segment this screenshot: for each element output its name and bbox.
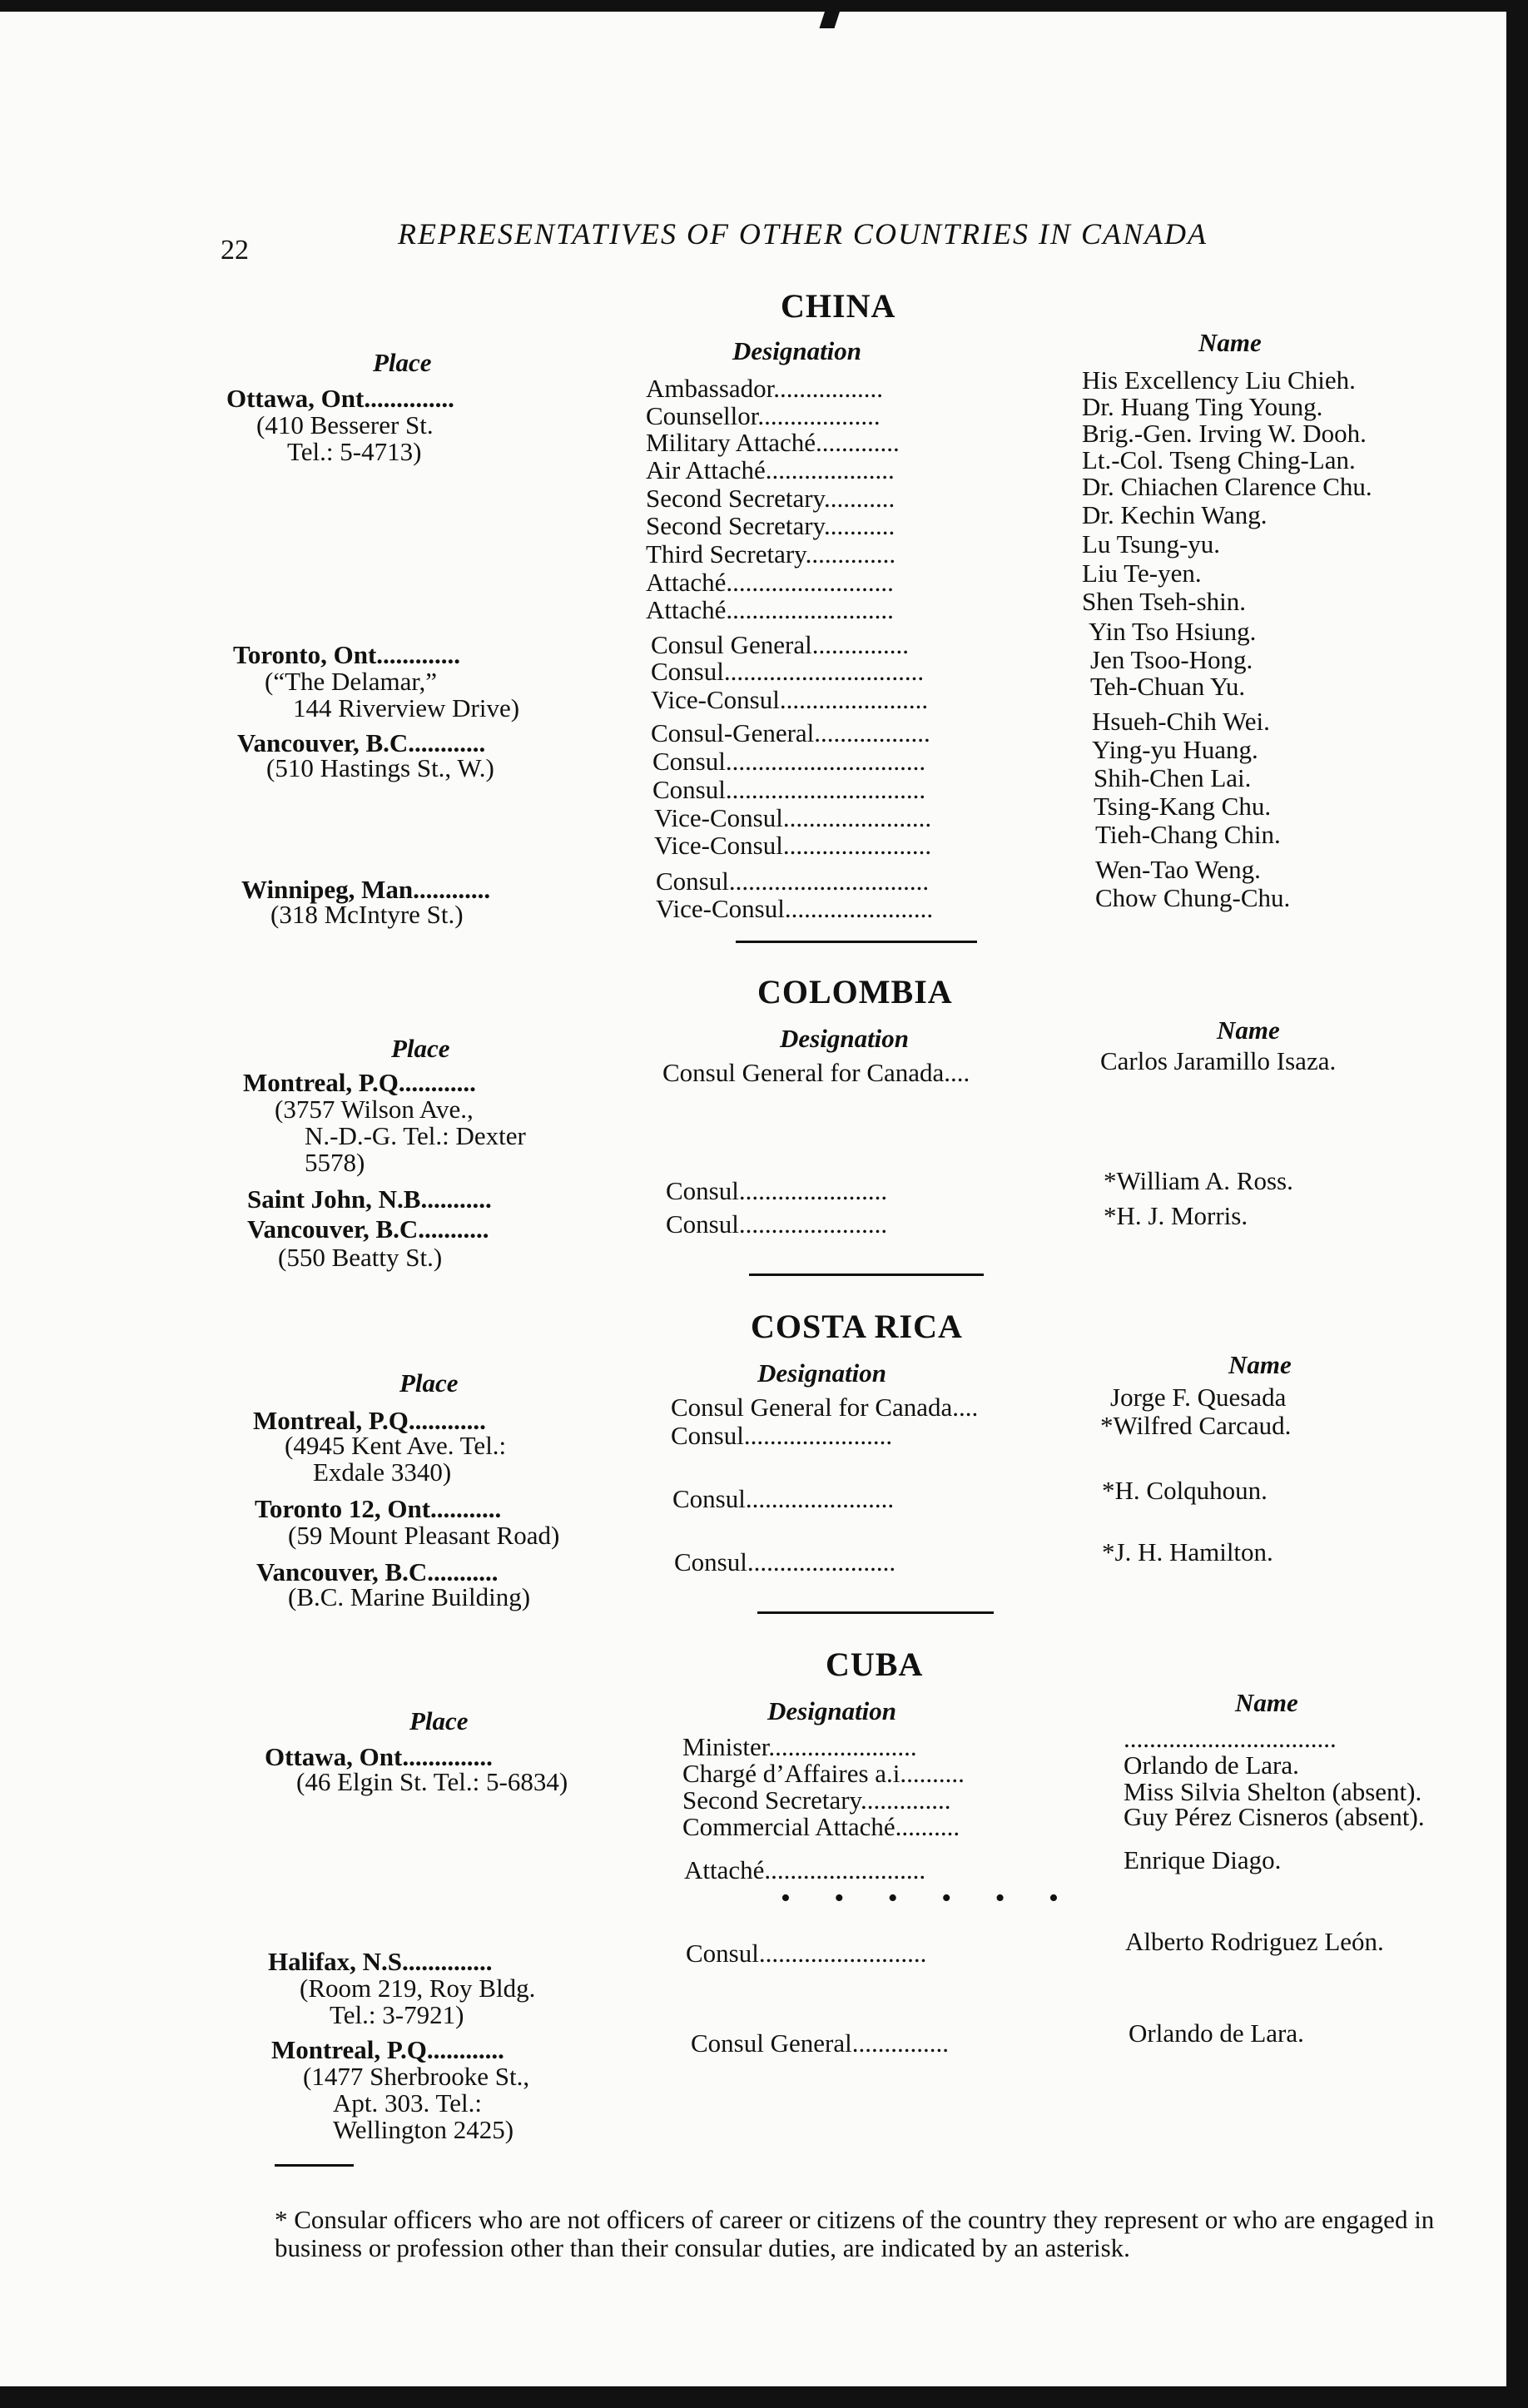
name-cell: Orlando de Lara. (1129, 2018, 1304, 2048)
name-cell: Dr. Kechin Wang. (1082, 500, 1268, 529)
name-cell: *J. H. Hamilton. (1102, 1537, 1273, 1566)
name-cell: Yin Tso Hsiung. (1089, 617, 1257, 646)
designation-cell: Consul General for Canada.... (662, 1058, 970, 1087)
place-address: (4945 Kent Ave. Tel.: (285, 1431, 507, 1460)
designation-cell: Attaché.......................... (646, 568, 894, 597)
header-place: Place (391, 1034, 450, 1063)
place-entry: Montreal, P.Q............ (253, 1406, 486, 1435)
designation-cell: Consul-General.................. (651, 718, 930, 747)
name-cell: Dr. Huang Ting Young. (1082, 392, 1323, 421)
place-address: (3757 Wilson Ave., (275, 1095, 474, 1124)
name-cell: *William A. Ross. (1104, 1166, 1293, 1195)
country-title-costa-rica: COSTA RICA (751, 1308, 963, 1345)
designation-cell: Third Secretary.............. (646, 539, 896, 568)
place-address: (318 McIntyre St.) (270, 900, 464, 929)
designation-cell: Consul............................... (656, 866, 930, 896)
designation-cell: Consul....................... (666, 1209, 888, 1239)
name-cell: Carlos Jaramillo Isaza. (1100, 1046, 1337, 1075)
designation-cell: Consul............................... (652, 775, 926, 804)
name-cell: *H. J. Morris. (1104, 1201, 1248, 1230)
place-entry: Ottawa, Ont.............. (265, 1742, 493, 1771)
name-cell: Shen Tseh-shin. (1082, 587, 1247, 616)
designation-cell: Vice-Consul....................... (651, 685, 929, 714)
running-head: REPRESENTATIVES OF OTHER COUNTRIES IN CANADA (398, 217, 1208, 251)
place-address: 5578) (305, 1148, 365, 1177)
designation-cell: Chargé d’Affaires a.i.......... (682, 1759, 965, 1788)
designation-cell: Consul............................... (652, 747, 926, 776)
name-cell: Jorge F. Quesada (1110, 1383, 1287, 1412)
designation-cell: Vice-Consul....................... (654, 803, 932, 832)
place-entry: Montreal, P.Q............ (271, 2035, 504, 2064)
place-address: (B.C. Marine Building) (288, 1582, 531, 1611)
name-cell: ................................. (1124, 1724, 1337, 1753)
header-designation: Designation (767, 1696, 897, 1725)
name-cell: *H. Colquhoun. (1102, 1476, 1268, 1505)
header-name: Name (1228, 1350, 1292, 1379)
footnote: * Consular officers who are not officers of career or citizens of the country they represent or who are engaged in business or profession other than their consular duties, are indicated by an asterisk. (275, 2205, 1435, 2262)
header-designation: Designation (757, 1358, 887, 1388)
name-cell: Alberto Rodriguez León. (1125, 1927, 1384, 1956)
place-address: Wellington 2425) (333, 2115, 514, 2144)
place-address: (46 Elgin St. Tel.: 5-6834) (296, 1767, 568, 1796)
place-entry: Montreal, P.Q............ (243, 1068, 476, 1097)
place-address: (Room 219, Roy Bldg. (300, 1974, 536, 2003)
place-address: (410 Besserer St. (256, 410, 434, 439)
place-address: (510 Hastings St., W.) (266, 753, 494, 782)
name-cell: Wen-Tao Weng. (1095, 855, 1261, 884)
scan-edge-right (1506, 0, 1528, 2408)
name-cell: Orlando de Lara. (1124, 1750, 1299, 1780)
place-entry: Saint John, N.B........... (247, 1184, 492, 1214)
header-name: Name (1235, 1688, 1298, 1717)
name-cell: Jen Tsoo-Hong. (1090, 645, 1253, 674)
designation-cell: Consul............................... (651, 657, 925, 686)
header-name: Name (1198, 328, 1262, 357)
name-cell: Shih-Chen Lai. (1094, 763, 1252, 792)
designation-cell: Consul....................... (666, 1176, 888, 1205)
place-address: N.-D.-G. Tel.: Dexter (305, 1121, 526, 1150)
header-place: Place (399, 1368, 459, 1398)
designation-cell: Air Attaché.................... (646, 455, 895, 484)
section-divider (749, 1274, 984, 1276)
name-cell: Liu Te-yen. (1082, 559, 1202, 588)
place-entry: Vancouver, B.C........... (247, 1214, 489, 1244)
designation-cell: Counsellor................... (646, 401, 881, 430)
footnote-rule (275, 2164, 354, 2167)
designation-cell: Attaché.......................... (646, 595, 894, 624)
name-cell: Enrique Diago. (1124, 1845, 1282, 1874)
scan-edge-bottom (0, 2386, 1528, 2408)
place-address: (550 Beatty St.) (278, 1243, 443, 1272)
place-address: (1477 Sherbrooke St., (303, 2062, 530, 2091)
place-address: Exdale 3340) (313, 1457, 452, 1487)
place-entry: Toronto 12, Ont........... (255, 1494, 502, 1523)
place-address: Apt. 303. Tel.: (333, 2088, 482, 2118)
name-cell: Dr. Chiachen Clarence Chu. (1082, 472, 1372, 501)
name-cell: Hsueh-Chih Wei. (1092, 707, 1270, 736)
designation-cell: Consul....................... (672, 1484, 895, 1513)
designation-cell: Commercial Attaché.......... (682, 1812, 960, 1841)
place-address: (“The Delamar,” (265, 667, 438, 696)
name-cell: Tieh-Chang Chin. (1095, 820, 1281, 849)
designation-cell: Consul....................... (671, 1421, 893, 1450)
name-cell: Guy Pérez Cisneros (absent). (1124, 1802, 1425, 1831)
place-entry: Vancouver, B.C........... (256, 1557, 499, 1586)
designation-cell: Vice-Consul....................... (656, 894, 934, 923)
name-cell: Chow Chung-Chu. (1095, 883, 1291, 912)
place-entry: Vancouver, B.C............ (237, 728, 486, 757)
place-entry: Toronto, Ont............. (233, 640, 461, 669)
designation-cell: Consul....................... (674, 1547, 896, 1576)
header-place: Place (409, 1706, 469, 1735)
designation-cell: Ambassador................. (646, 374, 884, 403)
place-address: (59 Mount Pleasant Road) (288, 1521, 560, 1550)
place-entry: Winnipeg, Man............ (241, 875, 491, 904)
name-cell: Brig.-Gen. Irving W. Dooh. (1082, 419, 1367, 448)
designation-cell: Second Secretary.............. (682, 1785, 951, 1815)
name-cell: Tsing-Kang Chu. (1094, 792, 1272, 821)
name-cell: Lu Tsung-yu. (1082, 529, 1221, 559)
place-address: 144 Riverview Drive) (293, 693, 520, 722)
section-divider (736, 941, 977, 943)
name-cell: Miss Silvia Shelton (absent). (1124, 1777, 1422, 1806)
name-cell: Lt.-Col. Tseng Ching-Lan. (1082, 445, 1356, 474)
designation-cell: Consul General............... (651, 630, 909, 659)
name-cell: His Excellency Liu Chieh. (1082, 365, 1356, 395)
name-cell: Ying-yu Huang. (1092, 735, 1258, 764)
designation-cell: Second Secretary........... (646, 484, 895, 513)
designation-cell: Consul General............... (691, 2028, 949, 2058)
designation-cell: Second Secretary........... (646, 511, 895, 540)
designation-cell: Consul.......................... (686, 1939, 927, 1968)
name-cell: Teh-Chuan Yu. (1090, 672, 1246, 701)
designation-cell: Minister....................... (682, 1732, 917, 1761)
place-address: Tel.: 3-7921) (330, 2000, 464, 2029)
designation-cell: Consul General for Canada.... (671, 1393, 979, 1422)
designation-cell: Vice-Consul....................... (654, 831, 932, 860)
row-separator-dots: • • • • • • (781, 1883, 1077, 1914)
header-name: Name (1217, 1015, 1280, 1045)
place-entry: Halifax, N.S.............. (268, 1947, 493, 1976)
scan-edge-top (0, 0, 1528, 12)
country-title-colombia: COLOMBIA (757, 973, 953, 1010)
name-cell: *Wilfred Carcaud. (1100, 1411, 1292, 1440)
place-address: Tel.: 5-4713) (287, 437, 422, 466)
designation-cell: Attaché......................... (684, 1855, 926, 1884)
page-number: 22 (221, 235, 249, 266)
designation-cell: Military Attaché............. (646, 428, 900, 457)
country-title-china: CHINA (781, 287, 896, 325)
header-place: Place (373, 348, 432, 377)
country-title-cuba: CUBA (826, 1646, 924, 1683)
section-divider (757, 1611, 994, 1614)
header-designation: Designation (732, 336, 862, 365)
header-designation: Designation (780, 1024, 910, 1053)
place-entry: Ottawa, Ont.............. (226, 384, 454, 413)
